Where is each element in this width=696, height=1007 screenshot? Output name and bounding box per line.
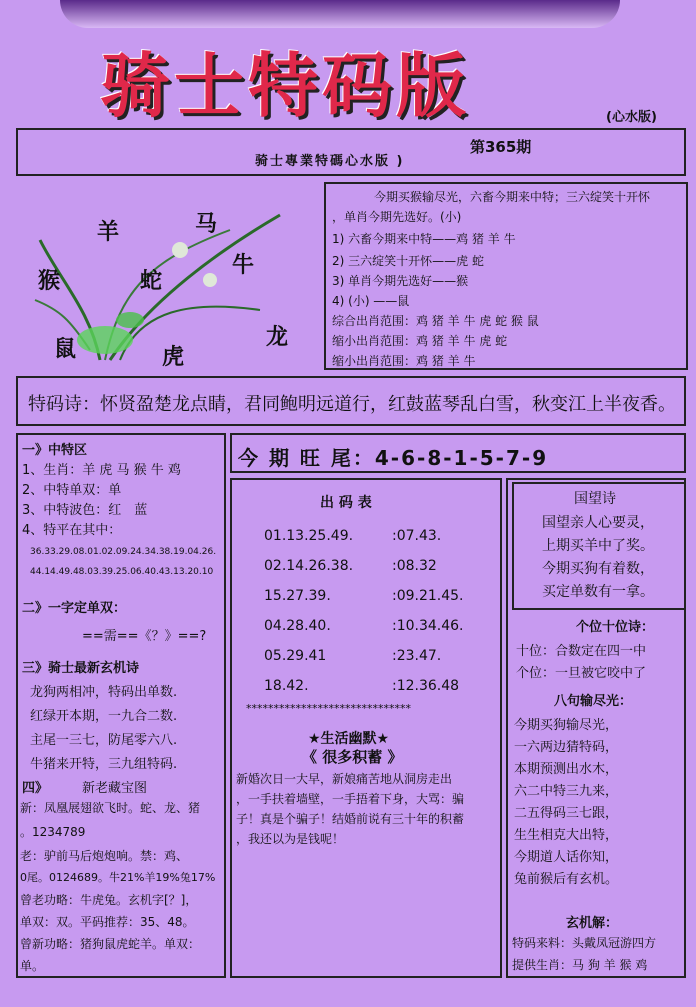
poem-line: 兔前猴后有玄机。 <box>514 872 619 887</box>
code-cell: 01.13.25.49. <box>264 528 354 544</box>
list-item: 4、特平在其中： <box>22 523 122 538</box>
section-title: 玄机解： <box>566 916 619 931</box>
poem-line: 一六两边猜特码， <box>514 740 619 755</box>
humor-subtitle: 《 很多积蓄 》 <box>302 748 403 766</box>
code-cell: :08.32 <box>392 558 437 574</box>
section-title: 一》中特区 <box>22 443 88 458</box>
section-subtitle: 新老藏宝图 <box>82 781 148 796</box>
pred-item: 4) (小) ——鼠 <box>332 294 410 308</box>
humor-line: 新婚次日一大早，新娘痛苦地从洞房走出 <box>236 772 453 786</box>
poem-line: 本期预测出水木， <box>514 762 619 777</box>
poem-line: 买定单数有一拿。 <box>542 584 654 600</box>
pred-range: 缩小出肖范围：鸡 猪 羊 牛 虎 蛇 <box>332 334 508 348</box>
code-cell: :09.21.45. <box>392 588 464 604</box>
codes-title: 出 码 表 <box>320 495 372 511</box>
code-cell: 02.14.26.38. <box>264 558 354 574</box>
humor-line: ，我还以为是钱呢！ <box>236 832 345 846</box>
section-title: 国望诗 <box>574 491 616 507</box>
hot-tail: 今 期 旺 尾：4-6-8-1-5-7-9 <box>238 446 549 470</box>
page-title: 骑士特码版 <box>100 45 470 127</box>
poem-line: 龙狗两相冲，特码出单数. <box>30 685 178 700</box>
poem-line: 特码来料：头戴凤冠游四方 <box>512 936 657 950</box>
stars-divider: ****************************** <box>246 702 411 715</box>
code-cell: :12.36.48 <box>392 678 460 694</box>
poem-line: 今期买狗输尽光， <box>514 718 619 733</box>
section-title: 三》骑士最新玄机诗 <box>22 661 140 676</box>
pred-item: 3) 单肖今期先选好——猴 <box>332 274 469 288</box>
humor-line: 子！真是个骗子！结婚前说有三十年的积蓄 <box>236 812 465 826</box>
treasure-line: 曾新功略：猪狗鼠虎蛇羊。单双： <box>20 937 201 951</box>
list-item: 2、中特单双：单 <box>22 483 122 498</box>
zodiac-label: 虎 <box>162 345 185 370</box>
treasure-line: 单。 <box>20 959 45 973</box>
poem-line: 国望亲人心要灵， <box>542 515 654 531</box>
code-cell: :07.43. <box>392 528 442 544</box>
treasure-line: 。1234789 <box>20 825 86 839</box>
poem-line: 红绿开本期，一九合二数. <box>30 709 178 724</box>
treasure-line: 曾老功略：牛虎兔。玄机字[？]， <box>20 893 198 907</box>
code-cell: 05.29.41 <box>264 648 327 664</box>
pred-intro2: ，单肖今期先选好。(小) <box>332 210 462 224</box>
pred-item: 2) 三六绽笑十开怀——虎 蛇 <box>332 254 484 268</box>
poem-line: 今期道人话你知， <box>514 850 619 865</box>
list-item: 3、中特波色：红 蓝 <box>22 503 148 518</box>
zodiac-label: 龙 <box>266 325 289 350</box>
issue-number: 第365期 <box>470 138 532 156</box>
code-cell: :10.34.46. <box>392 618 464 634</box>
poem-line: 牛猪来开特，三九组特码. <box>30 757 178 772</box>
poem-line: 六二中特三九来， <box>514 784 619 799</box>
poem-line: 主尾一三七，防尾零六八. <box>30 733 178 748</box>
single-double-text: ==需==《？》==? <box>82 629 207 644</box>
treasure-line: 新：凤凰展翅欲飞时。蛇、龙、猪 <box>20 801 201 815</box>
edition-label: (心水版) <box>606 110 657 125</box>
zodiac-label: 马 <box>195 212 218 237</box>
humor-title: ★生活幽默★ <box>308 731 390 747</box>
predictions-box <box>324 182 688 370</box>
header-subtitle: 骑士專業特碼心水版 ) <box>255 154 405 169</box>
number-list: 36.33.29.08.01.02.09.24.34.38.19.04.26. <box>30 547 217 557</box>
poem-line: 提供生肖：马 狗 羊 猴 鸡 <box>512 958 648 972</box>
pred-intro: 今期买猴输尽光，六畜今期来中特；三六绽笑十开怀 <box>374 190 651 204</box>
pred-item: 1) 六畜今期来中特——鸡 猪 羊 牛 <box>332 232 516 246</box>
code-cell: 04.28.40. <box>264 618 331 634</box>
zodiac-label: 羊 <box>97 220 120 245</box>
pred-range: 缩小出肖范围：鸡 猪 羊 牛 <box>332 354 476 368</box>
poem-line: 十位：合数定在四一中 <box>516 644 647 659</box>
treasure-line: 老：驴前马后炮炮响。禁：鸡、 <box>20 849 189 863</box>
treasure-line: 单双：双。平码推荐：35、48。 <box>20 915 195 929</box>
top-banner <box>60 0 620 28</box>
poem-line: 个位：一旦被它咬中了 <box>516 666 647 681</box>
poem-line: 生生相克大出特， <box>514 828 619 843</box>
left-column <box>16 433 226 978</box>
section-title: 二》一字定单双： <box>22 601 127 616</box>
code-cell: 18.42. <box>264 678 309 694</box>
zodiac-label: 鼠 <box>54 337 77 362</box>
section-title: 八句输尽光： <box>554 694 633 709</box>
poem-line: 上期买羊中了奖。 <box>542 538 654 554</box>
guowang-box <box>512 482 686 610</box>
special-poem: 特码诗：怀贤盈楚龙点睛，君同鲍明远道行，红鼓蓝琴乱白雪，秋变江上半夜香。 <box>28 394 676 415</box>
codes-box <box>230 478 502 978</box>
zodiac-label: 蛇 <box>140 269 163 294</box>
list-item: 1、生肖：羊 虎 马 猴 牛 鸡 <box>22 463 181 478</box>
number-list: 44.14.49.48.03.39.25.06.40.43.13.20.10 <box>30 567 214 577</box>
poem-line: 二五得码三七跟， <box>514 806 619 821</box>
humor-line: ，一手扶着墙壁，一手捂着下身，大骂：骗 <box>236 792 465 806</box>
pred-range: 综合出肖范围：鸡 猪 羊 牛 虎 蛇 猴 鼠 <box>332 314 539 328</box>
section-title: 四》 <box>22 781 49 796</box>
treasure-line: 0尾。0124689。牛21%羊19%兔17% <box>20 871 216 884</box>
code-cell: :23.47. <box>392 648 442 664</box>
zodiac-label: 牛 <box>232 253 255 278</box>
section-title: 个位十位诗： <box>576 620 655 635</box>
zodiac-label: 猴 <box>38 269 61 294</box>
poem-line: 今期买狗有着数， <box>542 561 654 577</box>
code-cell: 15.27.39. <box>264 588 331 604</box>
